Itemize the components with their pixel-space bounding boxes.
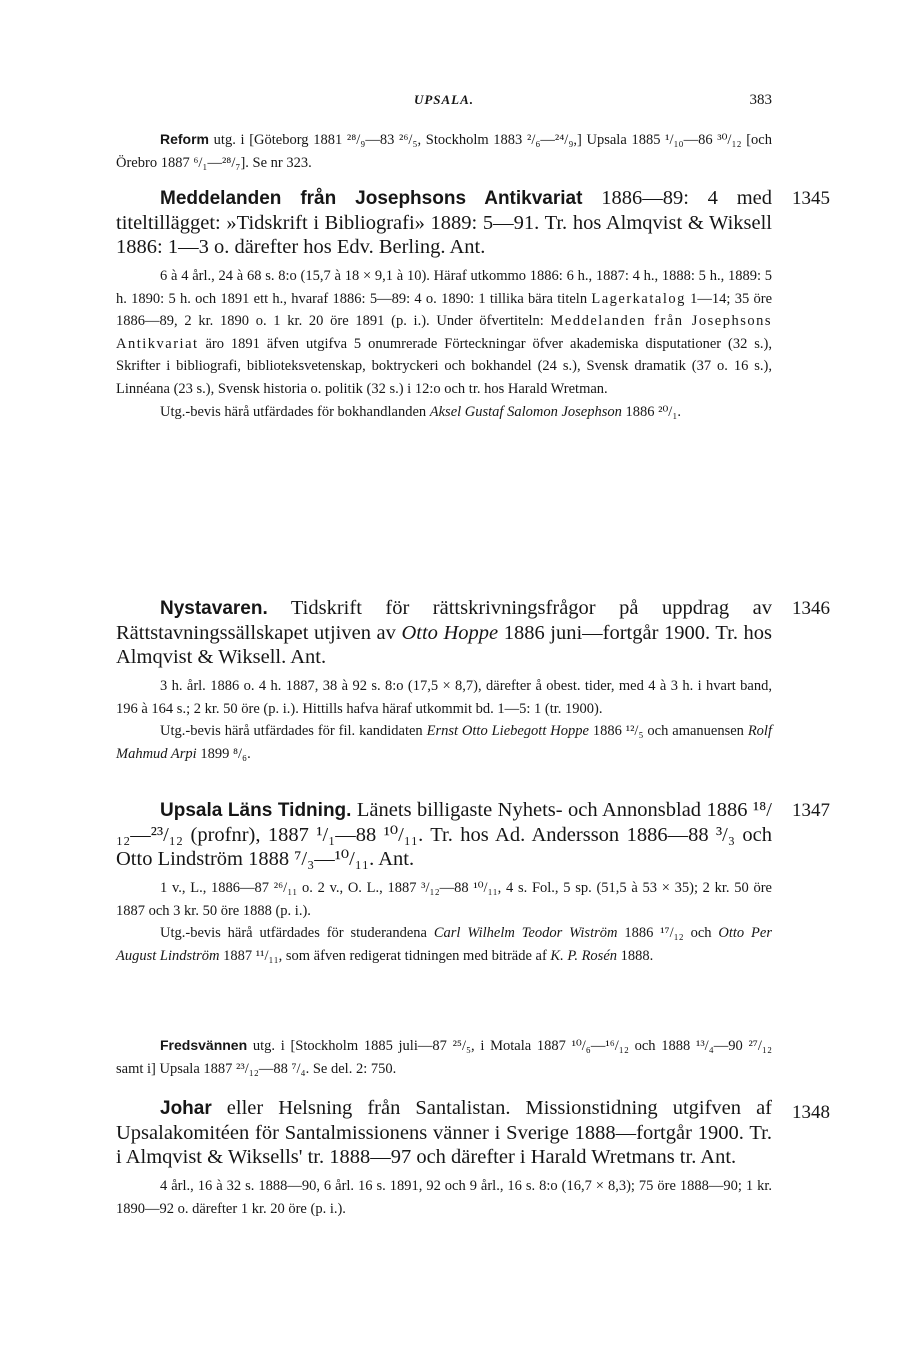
entry-1346-utg: Utg.-bevis härå utfärdades för fil. kandidaten Ernst Otto Liebegott Hoppe 1886 ¹²/₅ och amanuensen Rolf Mahmud Arpi 1899 ⁸/₆. bbox=[116, 723, 772, 762]
entry-number-1348: 1348 bbox=[792, 1102, 830, 1123]
entry-1345 bbox=[116, 186, 772, 423]
reform-lead: Reform bbox=[160, 131, 210, 147]
fredsvannen-note: Fredsvännen utg. i [Stockholm 1885 juli—87 ²⁵/₅, i Motala 1887 ¹⁰/₆—¹⁶/₁₂ och 1888 ¹³/₄—90 ²⁷/₁₂ samt i] Upsala 1887 ²³/₁₂—88 ⁷/₄. Se del. 2: 750. bbox=[116, 1037, 772, 1077]
entry-1347-title: Upsala Läns Tidning. bbox=[160, 800, 352, 821]
entry-1347 bbox=[116, 798, 772, 967]
entry-1345-utg-name: Aksel Gustaf Salomon Josephson bbox=[429, 403, 622, 420]
page-header bbox=[116, 92, 772, 112]
entry-1345-utg: Utg.-bevis härå utfärdades för bokhandlanden Aksel Gustaf Salomon Josephson 1886 ²⁰/₁. bbox=[160, 403, 681, 420]
entry-1346-heading: Nystavaren. Tidskrift för rättskrivningsfrågor på uppdrag av Rättstavningssällskapet utjiven av Otto Hoppe 1886 juni—fortgår 1900. Tr. hos Almqvist & Wiksell. Ant. bbox=[116, 597, 772, 668]
entry-1347-heading: Upsala Läns Tidning. Länets billigaste Nyhets- och Annonsblad 1886 ¹⁸/₁₂—²³/₁₂ (profnr), 1887 ¹/₁—88 ¹⁰/₁₁. Tr. hos Ad. Andersson 1886—88 ³/₃ och Otto Lindström 1888 ⁷/₃—¹⁰/₁₁. Ant. bbox=[116, 799, 773, 870]
entry-1348-heading: Johar eller Helsning från Santalistan. Missionstidning utgifven af Upsalakomitéen för Santalmissionens vänner i Sverige 1888—fortgår 1900. Tr. i Almqvist & Wiksells' tr. 1888—97 och därefter i Harald Wretmans tr. Ant. bbox=[116, 1097, 772, 1168]
entry-1347-details: 1 v., L., 1886—87 ²⁶/₁₁ o. 2 v., O. L., 1887 ³/₁₂—88 ¹⁰/₁₁, 4 s. Fol., 5 sp. (51,5 à 53 × 35); 2 kr. 50 öre 1887 och 3 kr. 50 öre 1888 (p. i.). bbox=[116, 880, 772, 919]
entry-1345-heading: Meddelanden från Josephsons Antikvariat 1886—89: 4 med titeltillägget: »Tidskrift i Bibliografi» 1889: 5—91. Tr. hos Almqvist & Wiksell 1886: 1—3 o. därefter hos Edv. Berling. Ant. bbox=[116, 187, 772, 258]
entry-1346-title: Nystavaren. bbox=[160, 598, 268, 619]
entry-1345-title: Meddelanden från Josephsons Antikvariat bbox=[160, 188, 583, 209]
entry-number-1345: 1345 bbox=[792, 188, 830, 209]
entry-1348-title: Johar bbox=[160, 1098, 212, 1119]
fredsvannen-lead: Fredsvännen bbox=[160, 1037, 248, 1053]
entry-1347-utg: Utg.-bevis härå utfärdades för studerandena Carl Wilhelm Teodor Wiström 1886 ¹⁷/₁₂ och Otto Per August Lindström 1887 ¹¹/₁₁, som äfven redigerat tidningen med biträde af K. P. Rosén 1888. bbox=[116, 925, 772, 964]
entry-number-1347: 1347 bbox=[792, 800, 830, 821]
entry-1348-details: 4 årl., 16 à 32 s. 1888—90, 6 årl. 16 s. 1891, 92 och 9 årl., 16 s. 8:o (16,7 × 8,3); 75 öre 1888—90; 1 kr. 1890—92 o. därefter 1 kr. 20 öre (p. i.). bbox=[116, 1178, 772, 1217]
entry-1345-details: 6 à 4 årl., 24 à 68 s. 8:o (15,7 à 18 × 9,1 à 10). Häraf utkommo 1886: 6 h., 1887: 4 h., 1888: 5 h., 1889: 5 h. 1890: 5 h. och 1891 ett h., hvaraf 1886: 5—89: 4 o. 1890: 1 tillika bära titeln Lagerkatalog 1—14; 35 öre 1886—89, 2 kr. 1890 o. 1 kr. 20 öre 1891 (p. i.). Under öfvertiteln: Meddelanden från Josephsons Antikvariat äro 1891 äfven utgifva 5 onumrerade Förteckningar öfver akademiska disputationer (32 s.), Skrifter i bibliografi, biblioteksvetenskap, boktryckeri och bokhandel (24 s.), Svensk dramatik (37 o. 16 s.), Linnéana (23 s.), Svensk historia o. politik (32 s.) i 12:o och tr. hos Harald Wretman. bbox=[116, 268, 773, 397]
reform-note bbox=[116, 128, 772, 174]
entry-1348 bbox=[116, 1096, 772, 1220]
page-number: 383 bbox=[749, 92, 772, 108]
reform-text: utg. i [Göteborg 1881 ²⁸/₉—83 ²⁶/₅, Stockholm 1883 ²/₆—²⁴/₉,] Upsala 1885 ¹/₁₀—86 ³⁰/₁₂ [och Örebro 1887 ⁶/₁—²⁸/₇]. Se nr 323. bbox=[116, 132, 772, 171]
entry-number-1346: 1346 bbox=[792, 598, 830, 619]
entry-1346-editor: Otto Hoppe bbox=[401, 622, 499, 644]
entry-1346 bbox=[116, 596, 772, 765]
running-title: UPSALA. bbox=[413, 92, 475, 107]
entry-1346-details: 3 h. årl. 1886 o. 4 h. 1887, 38 à 92 s. 8:o (17,5 × 8,7), därefter å obest. tider, med 4 à 3 h. i hvart band, 196 à 164 s.; 2 kr. 50 öre (p. i.). Hittills hafva häraf utkommit bd. 1—5: 1 (tr. 1900). bbox=[116, 678, 772, 717]
